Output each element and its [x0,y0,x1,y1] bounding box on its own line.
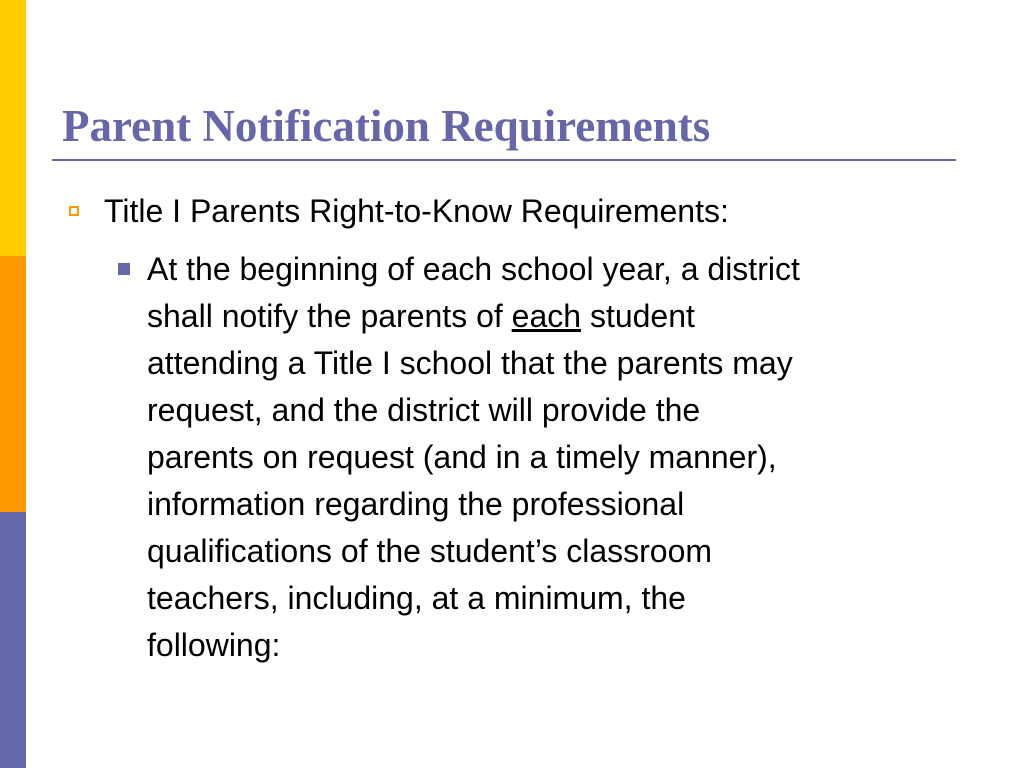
title-underline-rule [52,159,956,161]
sub-bullet-line: qualifications of the student’s classroom [147,533,713,569]
sub-bullet-line: attending a Title I school that the parents may [147,345,793,381]
side-bar-purple-segment [0,512,26,768]
emphasized-word-each: each [511,298,582,334]
sub-bullet-text-fragment: shall notify the parents of [147,298,512,334]
slide-title: Parent Notification Requirements [62,101,711,151]
sub-bullet-line: request, and the district will provide the [147,392,701,428]
filled-square-bullet-icon [118,263,130,275]
bullet-text: Title I Parents Right-to-Know Requirements: [104,193,729,229]
sub-bullet-line: parents on request (and in a timely manner), [147,439,777,475]
decorative-side-bar [0,0,26,768]
sub-bullet-text [147,246,967,669]
sub-bullet-line: following: [147,627,281,663]
sub-bullet-line: At the beginning of each school year, a district [147,251,800,287]
side-bar-orange-segment [0,256,26,512]
side-bar-yellow-segment [0,0,26,256]
sub-bullet-line: teachers, including, at a minimum, the [147,580,686,616]
sub-bullet-line [147,293,967,340]
sub-bullet-text-fragment: student [581,298,695,334]
sub-bullet-line: information regarding the professional [147,486,685,522]
hollow-square-bullet-icon [69,206,79,216]
